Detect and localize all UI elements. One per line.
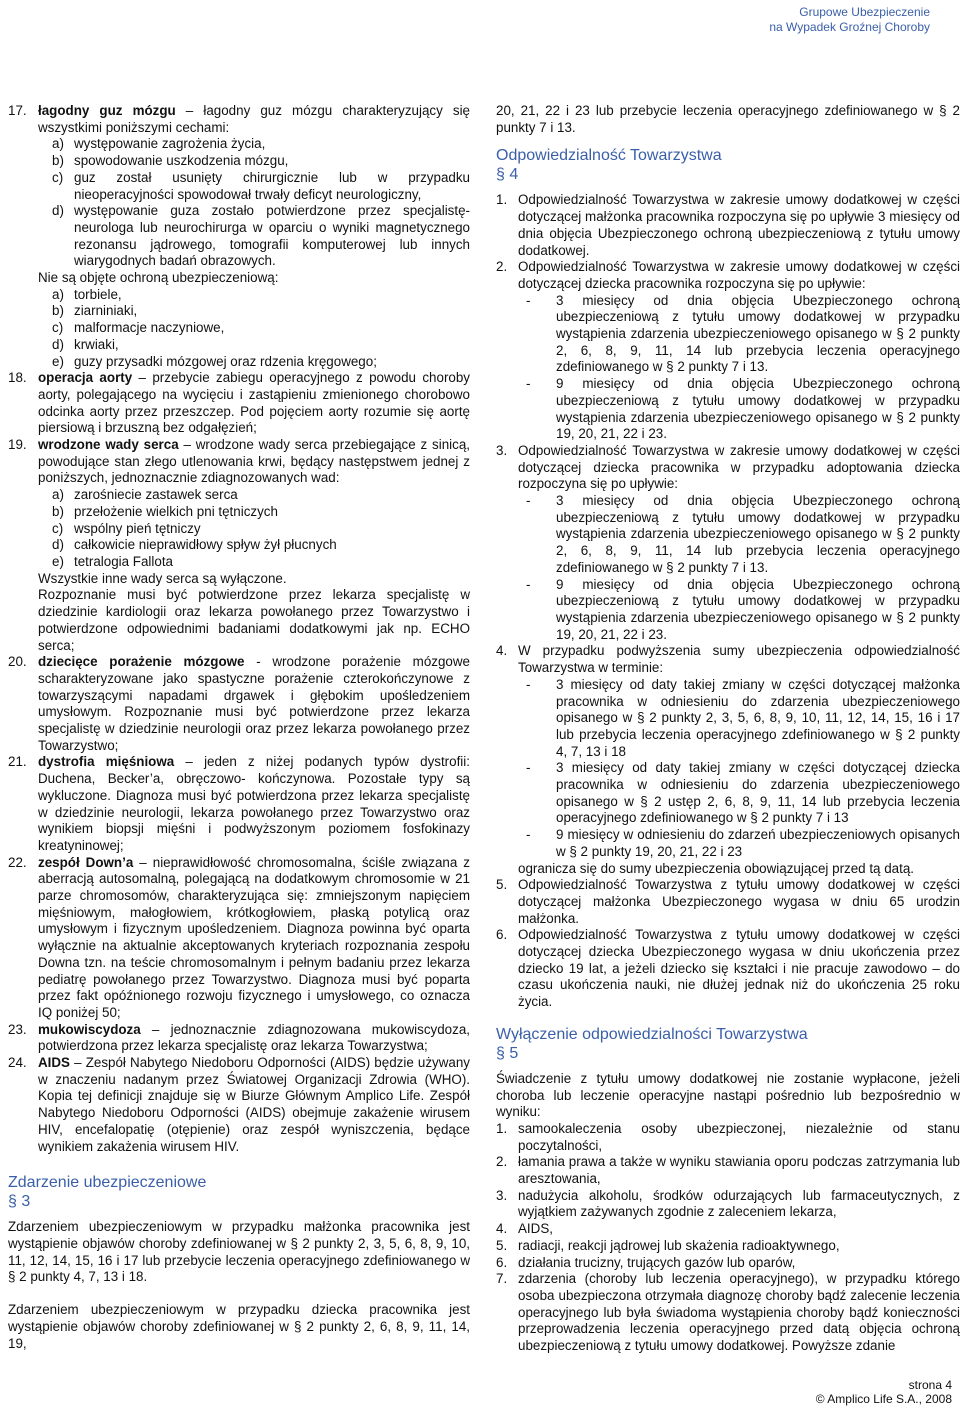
section-5-item: 1. samookaleczenia osoby ubezpieczonej, niezależnie od stanu poczytalności, — [496, 1120, 960, 1153]
definition-22 — [8, 855, 470, 1022]
section-5-item: 4. AIDS, — [496, 1221, 553, 1237]
list-item: a) występowanie zagrożenia życia, — [52, 136, 266, 152]
definition-text: - wrodzone porażenie mózgowe scharakteryzowane jako spastyczne porażenie czterokończynowe z towarzyszącymi napadami drgawek i głębokim upośledzeniem umysłowym. Rozpoznanie musi być potwierdzone przez lekarza specjalistę w dziedzinie neurologii oraz przez lekarza powołanego przez Towarzystwo; — [38, 654, 470, 753]
section-5-intro: Świadczenie z tytułu umowy dodatkowej nie zostanie wypłacone, jeżeli choroba lub leczenie operacyjne nastąpi pośrednio lub bezpośrednio w wyniku: — [496, 1070, 960, 1120]
definition-term: AIDS — [38, 1055, 70, 1071]
list-item: - 9 miesięcy od dnia objęcia Ubezpieczonego ochroną ubezpieczeniową z tytułu umowy dodatkowej w przypadku wystąpienia zdarzenia ubezpieczeniowego opisanego w § 2 punkty 19, 20, 21, 22 i 23. — [526, 376, 960, 442]
section-3-paragraph: Zdarzeniem ubezpieczeniowym w przypadku dziecka pracownika jest wystąpienie objawów choroby zdefiniowanej w § 2 punkty 2, 6, 8, 9, 11, 14, 19, — [8, 1302, 470, 1351]
definition-24 — [8, 1055, 470, 1155]
list-item: - 3 miesięcy od dnia objęcia Ubezpieczonego ochroną ubezpieczeniową z tytułu umowy dodatkowej w przypadku wystąpienia zdarzenia ubezpieczeniowego opisanego w § 2 punkty 2, 6, 8, 9, 11, 14 lub przebycia leczenia operacyjnego zdefiniowanego w § 2 punkty 7 i 13. — [526, 493, 960, 575]
section-4-item: 3. Odpowiedzialność Towarzystwa w zakresie umowy dodatkowej w części dotyczącej dziecka pracownika w przypadku adoptowania dziecka rozpoczyna się po upływie: - 3 miesięcy od dnia objęcia Ubezpieczonego ochroną ubezpieczeniową z tytułu umowy dodatkowej w przypadku wystąpienia zdarzenia ubezpieczeniowego opisanego w § 2 punkty 2, 6, 8, 9, 11, 14 lub przebycia leczenia operacyjnego zdefiniowanego w § 2 punkty 7 i 13. - 9 miesięcy od dnia objęcia Ubezpieczonego ochroną ubezpieczeniową z tytułu umowy dodatkowej w przypadku wystąpienia zdarzenia ubezpieczeniowego opisanego w § 2 punkty 19, 20, 21, 22 i 23. — [496, 442, 960, 642]
definition-number: 18. — [8, 370, 27, 386]
section-4-number: § 4 — [496, 166, 519, 184]
section-3-paragraph: Zdarzeniem ubezpieczeniowym w przypadku małżonka pracownika jest wystąpienie objawów choroby zdefiniowanej w § 2 punkty 2, 3, 5, 6, 8, 9, 10, 11, 12, 14, 15, 16 i 17 lub przebycie leczenia operacyjnego zdefiniowanego w § 2 punkty 4, 7, 13 i 18. — [8, 1219, 470, 1285]
list-item: d) występowanie guza zostało potwierdzone przez specjalistę-neurologa lub neurochirurga w oparciu o wyniki magnetycznego rezonansu jądrowego, tomografii komputerowej lub innych wiarygodnych badań obrazowych. — [52, 203, 470, 269]
left-column — [8, 103, 470, 1352]
section-5-item: 6. działania trucizny, trujących gazów lub oparów, — [496, 1254, 796, 1270]
exclusions-intro: Nie są objęte ochroną ubezpieczeniową: — [38, 270, 279, 286]
section-5-item: 2. łamania prawa a także w wyniku stawiania oporu podczas zatrzymania lub aresztowania, — [496, 1154, 960, 1187]
definition-number: 24. — [8, 1055, 27, 1071]
list-item: - 9 miesięcy od dnia objęcia Ubezpieczonego ochroną ubezpieczeniową z tytułu umowy dodatkowej w przypadku wystąpienia zdarzenia ubezpieczeniowego opisanego w § 2 punkty 19, 20, 21, 22 i 23. — [526, 576, 960, 642]
definition-intro: – wrodzone wady serca przebiegające z sinicą, powodujące stan złego utlenowania krwi, będący następstwem jednej z poniższych, jednoznacznie zdiagnozowanych wad: — [38, 437, 470, 486]
list-item: - 3 miesięcy od daty takiej zmiany w części dotyczącej małżonka pracownika w odniesieniu do zdarzenia ubezpieczeniowego opisanego w § 2 punkty 2, 3, 5, 6, 8, 9, 10, 11, 12, 14, 15, 16 i 17 lub przebycia leczenia operacyjnego zdefiniowanego w § 2 punkty 4, 7, 13 i 18 — [526, 676, 960, 759]
document-footer — [816, 1378, 952, 1406]
definition-note: Wszystkie inne wady serca są wyłączone. — [38, 570, 287, 586]
definition-23 — [8, 1022, 470, 1055]
header-line-1: Grupowe Ubezpieczenie — [799, 5, 930, 19]
section-3-number: § 3 — [8, 1193, 31, 1211]
definition-17-exclusions — [38, 287, 470, 371]
definition-19 — [8, 437, 470, 654]
definition-number: 19. — [8, 437, 27, 453]
definition-term: dziecięce porażenie mózgowe — [38, 654, 245, 670]
list-item: a) torbiele, — [52, 286, 122, 302]
list-item: c) guz został usunięty chirurgicznie lub w przypadku nieoperacyjności spowodował trwały deficyt neurologiczny, — [52, 169, 470, 202]
copyright: © Amplico Life S.A., 2008 — [815, 1392, 952, 1406]
definition-18 — [8, 370, 470, 437]
list-item: b) spowodowanie uszkodzenia mózgu, — [52, 153, 289, 169]
section-5-number: § 5 — [496, 1044, 519, 1062]
definition-21 — [8, 754, 470, 854]
definition-number: 22. — [8, 854, 27, 870]
document-header — [769, 5, 930, 35]
definition-note: Rozpoznanie musi być potwierdzone przez lekarza specjalistę w dziedzinie kardiologii oraz lekarza powołanego przez Towarzystwo i potwierdzone odpowiednimi badaniami dodatkowymi jak np. ECHO serca; — [38, 587, 470, 653]
list-item: d) krwiaki, — [52, 336, 119, 352]
definition-number: 21. — [8, 754, 27, 770]
definition-text: – jeden z niżej podanych typów dystrofii: Duchena, Becker’a, obręczowo- kończynowa. Pozostałe typy są wykluczone. Diagnoza musi być potwierdzona przez lekarza specjalistę w dziedzinie neurologii, lekarza powołanego przez Towarzystwo oraz wynikiem biopsji mięśni i podwyższonym poziomem fosfokinazy kreatyninowej; — [38, 754, 470, 853]
section-5-item: 7. zdarzenia (choroby lub leczenia operacyjnego), w przypadku którego osoba ubezpieczona otrzymała diagnozę choroby bądź zalecenie leczenia operacyjnego lub była świadoma wystąpienia choroby bądź konieczności przeprowadzenia leczenia operacyjnego przed datą objęcia ochroną ubezpieczeniową z tytułu umowy dodatkowej. Powyższe zdanie — [496, 1271, 960, 1354]
definition-19-defects — [38, 487, 470, 571]
definition-20 — [8, 654, 470, 754]
definition-17-criteria — [38, 136, 470, 270]
section-5-title: Wyłączenie odpowiedzialności Towarzystwa — [496, 1025, 808, 1043]
list-item: - 3 miesięcy od daty takiej zmiany w części dotyczącej dziecka pracownika w odniesieniu do zdarzenia ubezpieczeniowego opisanego w § 2 ustęp 2, 6, 8, 9, 11, 14 lub przebycia leczenia operacyjnego zdefiniowanego w § 2 punkty 7 i 13 — [526, 760, 960, 826]
section-4-item: 5. Odpowiedzialność Towarzystwa z tytułu umowy dodatkowej w części dotyczącej małżonka Ubezpieczonego wygasa w dniu 65 urodzin małżonka. — [496, 877, 960, 926]
section-3-title: Zdarzenie ubezpieczeniowe — [8, 1174, 207, 1192]
definition-term: dystrofia mięśniowa — [38, 754, 175, 770]
list-item: a) zarośniecie zastawek serca — [52, 487, 238, 503]
definition-text: – przebycie zabiegu operacyjnego z powodu choroby aorty, polegającego na wycięciu i zastąpieniu zmienionego chorobowo odcinka aorty przez przeszczep. Pod pojęciem aorty rozumie się aortę piersiową i brzuszną bez odgałęzień; — [38, 370, 470, 436]
section-4-item: 6. Odpowiedzialność Towarzystwa z tytułu umowy dodatkowej w części dotyczącej dziecka Ubezpieczonego wygasa w dniu ukończenia przez dziecko 19 lat, a jeżeli dziecko się kształci i nie pracuje zawodowo – do czasu ukończenia nauki, nie dłużej jednak niż do ukończenia 25 roku życia. — [496, 927, 960, 1010]
section-4-title: Odpowiedzialność Towarzystwa — [496, 147, 722, 165]
definition-intro: – łagodny guz mózgu charakteryzujący się wszystkimi poniższymi cechami: — [38, 103, 471, 135]
definition-term: mukowiscydoza — [38, 1021, 141, 1037]
page-number: strona 4 — [908, 1378, 952, 1392]
list-item: - 9 miesięcy w odniesieniu do zdarzeń ubezpieczeniowych opisanych w § 2 punkty 19, 20, 21, 22 i 23 — [526, 827, 960, 859]
definition-number: 20. — [8, 654, 27, 670]
section-4-item: 1. Odpowiedzialność Towarzystwa w zakresie umowy dodatkowej w części dotyczącej małżonka pracownika rozpoczyna się po upływie 3 miesięcy od dnia objęcia Ubezpieczonego ochroną ubezpieczeniową z tytułu umowy dodatkowej. — [496, 192, 960, 258]
definition-text: – nieprawidłowość chromosomalna, ściśle związana z aberracją autosomalną, polegającą na dodatkowym chromosomie w 21 parze chromosomów, charakteryzująca się: zmniejszonym napięciem mięśniowym, małogłowiem, krótkogłowiem, płaską potylicą oraz umysłowym i fizycznym upośledzeniem. Diagnoza powinna być oparta wyłącznie na aktualnie akceptowanych kryteriach rozpoznania zespołu Downa tzn. na teście chromosomalnym i pełnym badaniu przez lekarza pediatrę powołanego przez Towarzystwo. Diagnoza musi być poparta przez fakt opóźnionego rozwoju fizycznego i umysłowego, co oznacza IQ poniżej 50; — [38, 854, 470, 1020]
definition-text: – Zespół Nabytego Niedoboru Odporności (AIDS) będzie używany w znaczeniu nadanym przez Światowej Organizacji Zdrowia (WHO). Kopia tej definicji znajduje się w Biurze Głównym Amplico Life. Zespół Nabytego Niedoboru Odporności (AIDS) obejmuje zakażenie wirusem HIV, encefalopatię (otępienie) oraz zespół wyniszczenia, będące wynikiem zakażenia wirusem HIV. — [38, 1055, 470, 1154]
section-4-item: 2. Odpowiedzialność Towarzystwa w zakresie umowy dodatkowej w części dotyczącej dziecka pracownika rozpoczyna się po upływie: - 3 miesięcy od dnia objęcia Ubezpieczonego ochroną ubezpieczeniową z tytułu umowy dodatkowej w przypadku wystąpienia zdarzenia ubezpieczeniowego opisanego w § 2 punkty 2, 6, 8, 9, 11, 14 lub przebycia leczenia operacyjnego zdefiniowanego w § 2 punkty 7 i 13. - 9 miesięcy od dnia objęcia Ubezpieczonego ochroną ubezpieczeniową z tytułu umowy dodatkowej w przypadku wystąpienia zdarzenia ubezpieczeniowego opisanego w § 2 punkty 19, 20, 21, 22 i 23. — [496, 259, 960, 442]
definition-number: 23. — [8, 1021, 27, 1037]
definition-number: 17. — [8, 103, 27, 118]
definition-term: zespół Down’a — [38, 854, 134, 870]
section-5-item: 3. nadużycia alkoholu, środków odurzających lub farmaceutycznych, z wyjątkiem zażywanych zgodnie z zaleceniem lekarza, — [496, 1187, 960, 1220]
definition-term: wrodzone wady serca — [38, 437, 179, 453]
definition-term: łagodny guz mózgu — [38, 103, 176, 118]
list-item: e) tetralogia Fallota — [52, 553, 173, 569]
list-item: b) przełożenie wielkich pni tętniczych — [52, 503, 278, 519]
definition-text: – jednoznacznie zdiagnozowana mukowiscydoza, potwierdzona przez lekarza specjalistę oraz lekarza Towarzystwa; — [38, 1021, 470, 1054]
list-item: b) ziarniniaki, — [52, 303, 138, 319]
section-4-item: 4. W przypadku podwyższenia sumy ubezpieczenia odpowiedzialność Towarzystwa w terminie: - 3 miesięcy od daty takiej zmiany w części dotyczącej małżonka pracownika w odniesieniu do zdarzenia ubezpieczeniowego opisanego w § 2 punkty 2, 3, 5, 6, 8, 9, 10, 11, 12, 14, 15, 16 i 17 lub przebycia leczenia operacyjnego zdefiniowanego w § 2 punkty 4, 7, 13 i 18 - 3 miesięcy od daty takiej zmiany w części dotyczącej dziecka pracownika w odniesieniu do zdarzenia ubezpieczeniowego opisanego w § 2 ustęp 2, 6, 8, 9, 11, 14 lub przebycia leczenia operacyjnego zdefiniowanego w § 2 punkty 7 i 13 - 9 miesięcy w odniesieniu do zdarzeń ubezpieczeniowych opisanych w § 2 punkty 19, 20, 21, 22 i 23 ogranicza się do sumy ubezpieczenia obowiązującej przed tą datą. — [496, 643, 960, 876]
definition-term: operacja aorty — [38, 370, 133, 386]
list-item: c) malformacje naczyniowe, — [52, 320, 225, 336]
definition-17 — [8, 103, 470, 370]
list-item: - 3 miesięcy od dnia objęcia Ubezpieczonego ochroną ubezpieczeniową z tytułu umowy dodatkowej w przypadku wystąpienia zdarzenia ubezpieczeniowego opisanego w § 2 punkty 2, 6, 8, 9, 11, 14 lub przebycia leczenia operacyjnego zdefiniowanego w § 2 punkty 7 i 13. — [526, 292, 960, 375]
header-line-2: na Wypadek Groźnej Choroby — [769, 20, 930, 34]
continued-text: 20, 21, 22 i 23 lub przebycie leczenia operacyjnego zdefiniowanego w § 2 punkty 7 i 13. — [496, 103, 960, 135]
list-item: c) wspólny pień tętniczy — [52, 520, 201, 536]
section-5-item: 5. radiacji, reakcji jądrowej lub skażenia radioaktywnego, — [496, 1237, 840, 1253]
list-item: d) całkowicie nieprawidłowy spływ żył płucnych — [52, 537, 337, 553]
right-column — [496, 103, 960, 1355]
list-item: e) guzy przysadki mózgowej oraz rdzenia kręgowego; — [52, 353, 377, 369]
